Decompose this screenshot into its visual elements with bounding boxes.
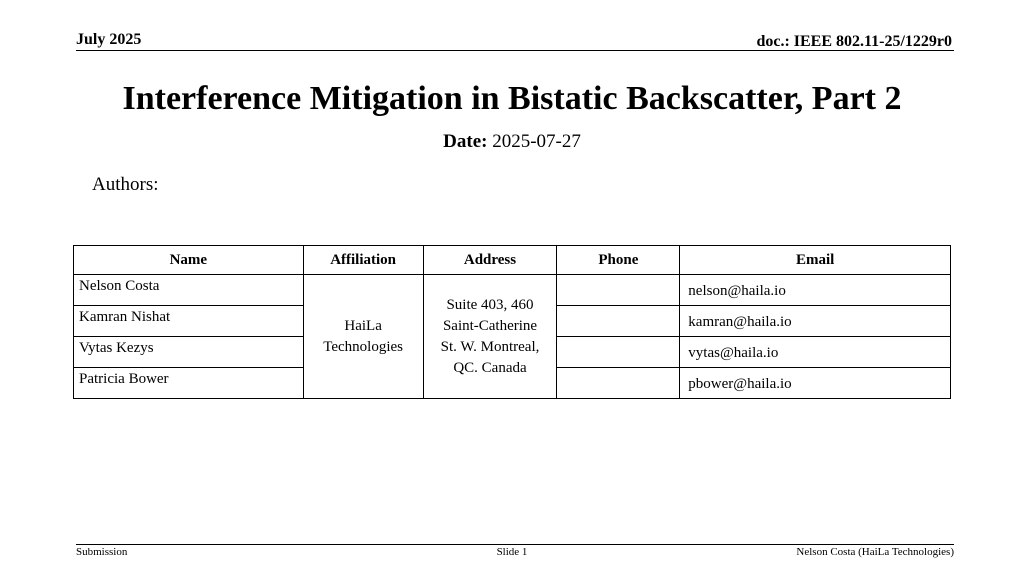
author-name: Kamran Nishat <box>74 306 304 337</box>
header-address: Address <box>423 246 557 275</box>
header-affiliation: Affiliation <box>303 246 423 275</box>
author-name: Patricia Bower <box>74 368 304 399</box>
author-phone <box>557 337 680 368</box>
affiliation-line: HaiLa <box>344 317 382 334</box>
address-line: Suite 403, 460 <box>446 296 534 313</box>
date-label: Date: <box>443 131 488 152</box>
authors-label: Authors: <box>92 174 159 195</box>
table-header-row <box>74 246 951 275</box>
affiliation-cell <box>303 275 423 399</box>
header-doc-id: doc.: IEEE 802.11-25/1229r0 <box>756 33 952 50</box>
author-email[interactable]: vytas@haila.io <box>680 337 951 368</box>
date-value: 2025-07-27 <box>492 131 581 152</box>
author-name: Nelson Costa <box>74 275 304 306</box>
header-date: July 2025 <box>76 31 142 48</box>
header-divider <box>76 50 954 51</box>
header-email: Email <box>680 246 951 275</box>
address-line: St. W. Montreal, <box>440 338 540 355</box>
affiliation-line: Technologies <box>323 338 403 355</box>
header-phone: Phone <box>557 246 680 275</box>
author-email[interactable]: kamran@haila.io <box>680 306 951 337</box>
address-line: QC. Canada <box>453 359 527 376</box>
footer-divider <box>76 544 954 545</box>
footer-submission: Submission <box>76 546 128 558</box>
author-name: Vytas Kezys <box>74 337 304 368</box>
author-email[interactable]: nelson@haila.io <box>680 275 951 306</box>
author-phone <box>557 275 680 306</box>
footer-slide-number: Slide 1 <box>496 546 528 558</box>
table-row <box>74 275 951 306</box>
address-cell <box>423 275 557 399</box>
header-name: Name <box>74 246 304 275</box>
author-phone <box>557 306 680 337</box>
authors-table <box>73 245 951 399</box>
address-line: Saint-Catherine <box>442 317 538 334</box>
author-email[interactable]: pbower@haila.io <box>680 368 951 399</box>
footer-author: Nelson Costa (HaiLa Technologies) <box>796 546 954 558</box>
slide-title: Interference Mitigation in Bistatic Backscatter, Part 2 <box>122 80 902 117</box>
author-phone <box>557 368 680 399</box>
date-line <box>0 131 1024 153</box>
